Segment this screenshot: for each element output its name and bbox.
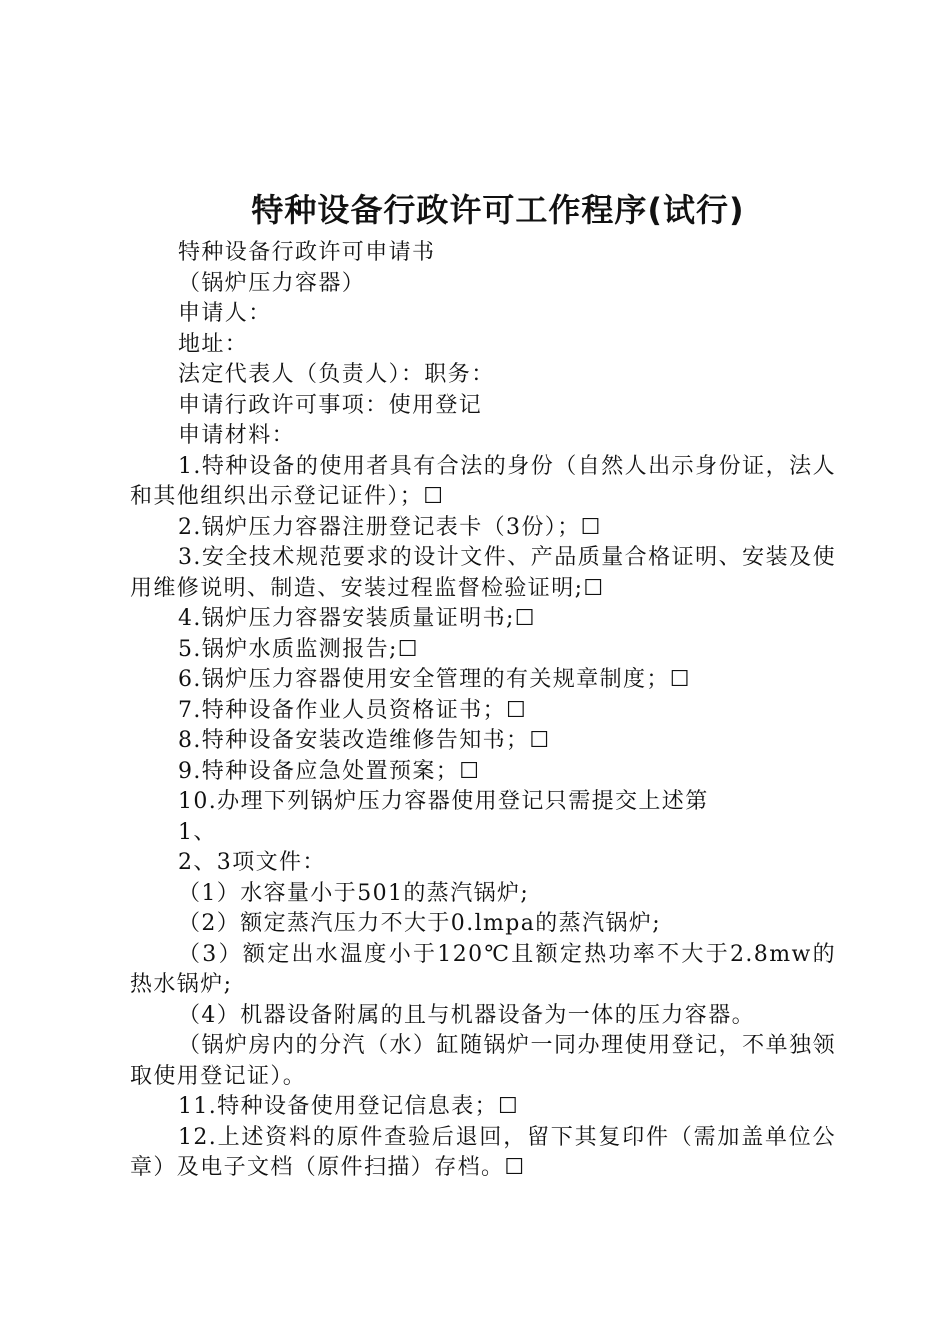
materials-heading: 申请材料： [178,423,296,448]
material-item-6: 6.锅炉压力容器使用安全管理的有关规章制度；☐ [178,667,691,692]
legal-representative-line: 法定代表人（负责人）：职务： [178,362,495,387]
material-item-2: 2.锅炉压力容器注册登记表卡（3份）；☐ [178,514,602,540]
material-item-10-continued-a: 1、 [178,819,217,845]
material-item-5: 5.锅炉水质监测报告;☐ [178,636,419,662]
material-item-10-continued-b: 2、3项文件： [178,850,326,875]
material-item-8: 8.特种设备安装改造维修告知书；☐ [178,728,551,753]
material-item-9: 9.特种设备应急处置预案；☐ [178,758,481,784]
sub-item-2: （2）额定蒸汽压力不大于0.lmpa的蒸汽锅炉; [178,911,662,936]
document-title: 特种设备行政许可工作程序(试行) [251,191,745,229]
material-item-12: 12.上述资料的原件查验后退回，留下其复印件（需加盖单位公章）及电子文档（原件扫描）存档。☐ [130,1124,836,1180]
boiler-room-note: （锅炉房内的分汽（水）缸随锅炉一同办理使用登记，不单独领取使用登记证）。 [130,1033,836,1089]
material-item-11: 11.特种设备使用登记信息表；☐ [178,1094,520,1119]
document-page [130,186,836,1184]
material-item-4: 4.锅炉压力容器安装质量证明书;☐ [178,606,536,631]
material-item-10: 10.办理下列锅炉压力容器使用登记只需提交上述第 [178,789,709,814]
sub-item-1: （1）水容量小于501的蒸汽锅炉; [178,880,530,906]
sub-item-4: （4）机器设备附属的且与机器设备为一体的压力容器。 [178,1002,755,1028]
sub-item-3: （3）额定出水温度小于120℃且额定热功率不大于2.8mw的热水锅炉; [130,941,836,997]
form-heading: 特种设备行政许可申请书 [178,240,436,265]
applicant-line: 申请人： [178,301,272,326]
material-item-7: 7.特种设备作业人员资格证书；☐ [178,697,528,723]
material-item-1: 1.特种设备的使用者具有合法的身份（自然人出示身份证，法人和其他组织出示登记证件）；☐ [130,453,836,509]
material-item-3: 3.安全技术规范要求的设计文件、产品质量合格证明、安装及使用维修说明、制造、安装过程监督检验证明;☐ [130,545,836,601]
form-subheading: （锅炉压力容器） [178,270,366,296]
license-item-line: 申请行政许可事项：使用登记 [178,392,483,418]
address-line: 地址： [178,331,249,357]
